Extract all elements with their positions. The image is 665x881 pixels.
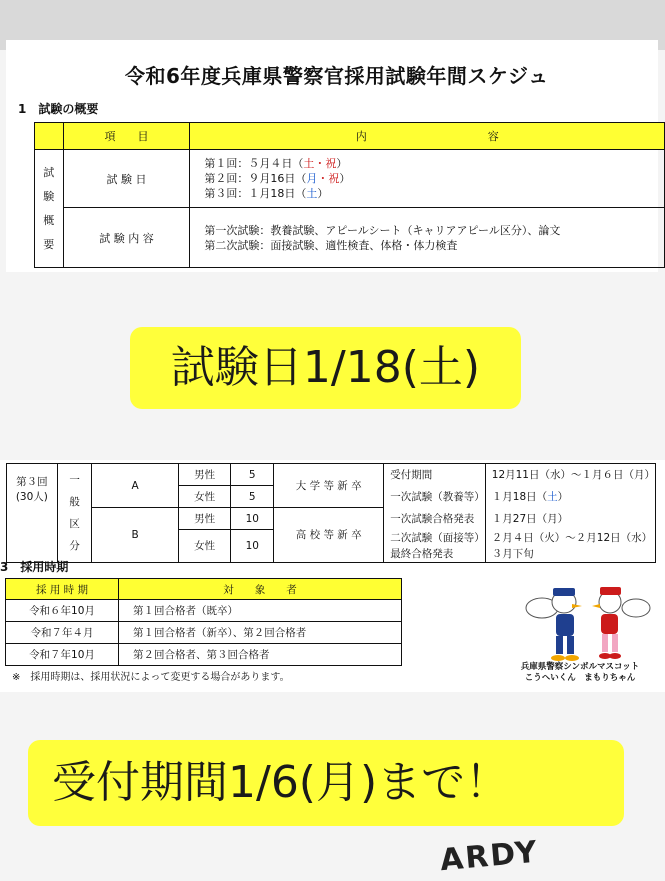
deadline-banner: 受付期間1/6(月)まで！ [28, 740, 624, 826]
schedule-value: 12月11日（水）～１月６日（月） [485, 464, 655, 486]
who-cell: 第１回合格者（新卒）、第２回合格者 [119, 622, 402, 644]
exam-content-cell [190, 208, 665, 268]
row-label-exam-content: 試 験 内 容 [63, 208, 190, 268]
mascot-caption-line: こうへいくん まもりちゃん [524, 673, 636, 683]
group-char: 験 [43, 189, 55, 203]
schedule-label: 一次試験合格発表 [384, 508, 486, 530]
schedule-label: 二次試験（面接等） [390, 531, 485, 544]
when-cell: 令和７年10月 [6, 644, 119, 666]
count-cell: 5 [231, 486, 274, 508]
when-cell: 令和７年４月 [6, 622, 119, 644]
group-char: 要 [43, 237, 55, 251]
section-heading-hiring: 3 採用時期 [0, 560, 69, 574]
group-char: 概 [43, 213, 55, 227]
header-when: 採 用 時 期 [6, 579, 119, 600]
exam-date-line: 第２回：９月16日（月・祝） [204, 172, 351, 185]
mascot-caption [505, 662, 655, 684]
count-cell: 5 [231, 464, 274, 486]
sex-cell: 男性 [178, 508, 231, 530]
who-cell: 第１回合格者（既卒） [119, 600, 402, 622]
exam-content-line: 第二次試験：面接試験、適性検査、体格・体力検査 [204, 238, 458, 252]
schedule-value: ３月下旬 [491, 547, 534, 560]
section-heading-overview: 1 試験の概要 [18, 102, 99, 116]
category-char: 般 [69, 495, 80, 508]
sex-cell: 男性 [178, 464, 231, 486]
hiring-table [5, 578, 402, 666]
group-code: A [92, 464, 178, 508]
when-cell: 令和６年10月 [6, 600, 119, 622]
schedule-label: 受付期間 [384, 464, 486, 486]
schedule-value: １月18日（土） [485, 486, 655, 508]
mascot-girl [592, 587, 650, 659]
exam-dates-cell [190, 150, 665, 208]
schedule-value: １月27日（月） [485, 508, 655, 530]
header-item: 項 目 [63, 123, 190, 150]
sex-cell: 女性 [178, 486, 231, 508]
group-char: 試 [43, 165, 55, 179]
header-who: 対 象 者 [119, 579, 402, 600]
sex-cell: 女性 [178, 530, 231, 563]
header-content: 内 容 [190, 123, 665, 150]
exam-date-line: 第３回：１月18日（土） [204, 187, 329, 200]
exam-content-line: 第一次試験：教養試験、アピールシート（キャリアアピール区分）、論文 [204, 223, 561, 237]
ready-sticker [438, 834, 560, 879]
category-char: 区 [69, 517, 80, 530]
schedule-value: ２月４日（火）～２月12日（水） [491, 531, 653, 544]
exam-date-line: 第１回：５月４日（土・祝） [204, 157, 348, 170]
group-label [35, 150, 64, 268]
count-cell: 10 [231, 530, 274, 563]
who-cell: 第２回合格者、第３回合格者 [119, 644, 402, 666]
sticker-text: ARDY [438, 834, 541, 879]
count-cell: 10 [231, 508, 274, 530]
exam-day-banner: 試験日1/18(土) [130, 327, 521, 409]
category-char: 分 [69, 539, 80, 552]
schedule-label: 最終合格発表 [390, 547, 454, 560]
schedule-value-pair [485, 530, 655, 563]
target-cell: 大 学 等 新 卒 [274, 464, 384, 508]
category-char: 一 [69, 473, 80, 486]
mascot-boy [526, 588, 582, 661]
category-label [57, 464, 92, 563]
header-blank [35, 123, 64, 150]
schedule-label: 一次試験（教養等） [384, 486, 486, 508]
document-title: 令和6年度兵庫県警察官採用試験年間スケジュ [125, 64, 549, 88]
mascot-caption-line: 兵庫県警察シンボルマスコット [520, 662, 640, 672]
target-cell: 高 校 等 新 卒 [274, 508, 384, 563]
round3-table [6, 463, 656, 563]
overview-table [34, 122, 665, 268]
round-label: 第３回 (30人) [7, 464, 58, 563]
hiring-note: ※ 採用時期は、採用状況によって変更する場合があります。 [12, 672, 290, 683]
group-code: B [92, 508, 178, 563]
row-label-exam-date: 試 験 日 [63, 150, 190, 208]
schedule-label-pair [384, 530, 486, 563]
